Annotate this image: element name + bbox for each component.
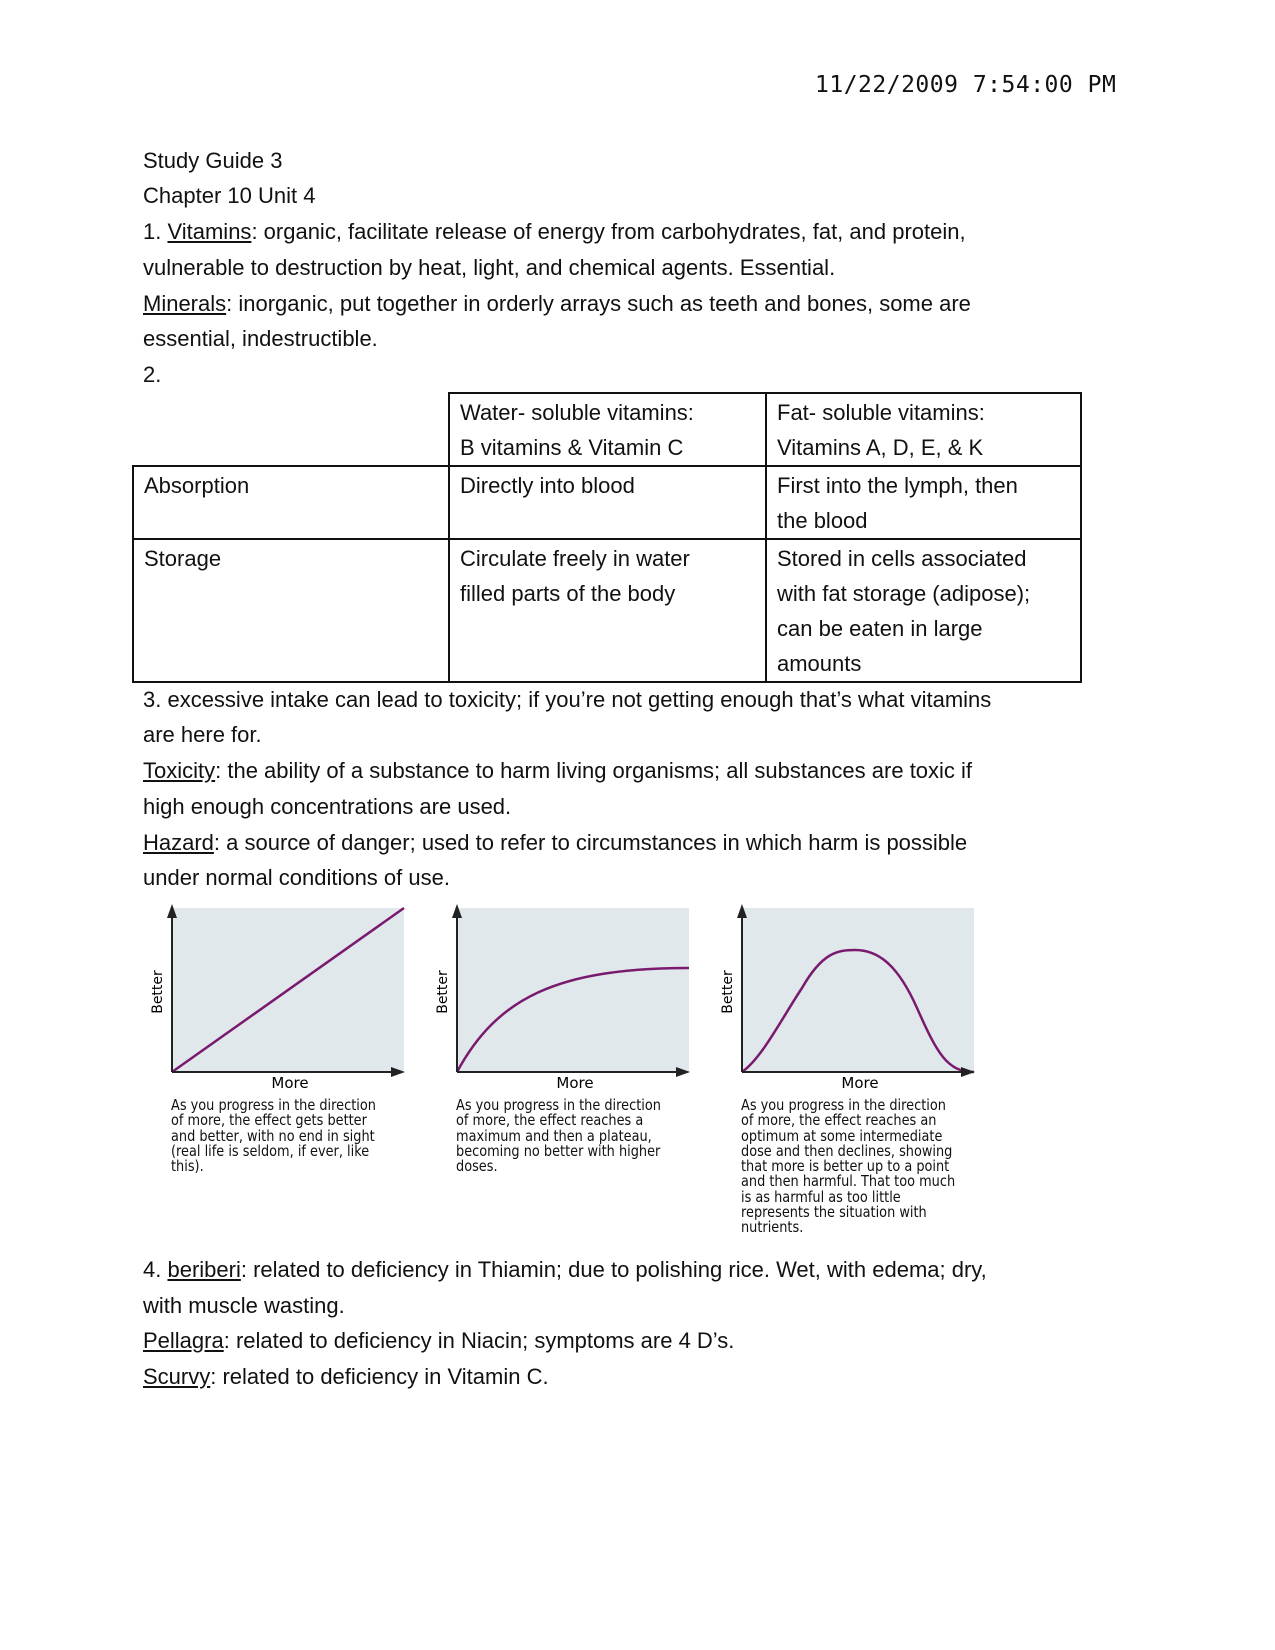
- term-vitamins: Vitamins: [167, 219, 252, 244]
- y-axis-label: Better: [150, 970, 166, 1014]
- graph-background: [457, 908, 689, 1072]
- y-axis-label: Better: [720, 970, 736, 1014]
- graph-3: [715, 900, 1005, 1094]
- row-label: Absorption: [133, 466, 449, 539]
- caption-line: this).: [171, 1157, 204, 1176]
- cell-fat: First into the lymph, then the blood: [766, 466, 1081, 539]
- caption-line: As you progress in the direction: [171, 1096, 376, 1114]
- graph-1: [145, 900, 435, 1094]
- q1-text: : inorganic, put together in orderly arrays such as teeth and bones, some are: [226, 291, 971, 316]
- vitamins-table: [132, 392, 1082, 683]
- q1-num: 1.: [143, 219, 168, 244]
- table-row: [133, 539, 1081, 682]
- q1-line4: essential, indestructible.: [143, 326, 378, 351]
- term-hazard: Hazard: [143, 830, 214, 855]
- q4-line4: Scurvy: related to deficiency in Vitamin C.: [143, 1364, 549, 1389]
- term-pellagra: Pellagra: [143, 1328, 224, 1353]
- header-fat: Fat- soluble vitamins: Vitamins A, D, E, & K: [766, 393, 1081, 466]
- caption-line: optimum at some intermediate: [741, 1126, 943, 1145]
- caption-line: of more, the effect reaches an: [741, 1111, 937, 1130]
- header-water: Water- soluble vitamins: B vitamins & Vitamin C: [449, 393, 766, 466]
- caption-line: and then harmful. That too much: [741, 1172, 956, 1191]
- q3-line2: are here for.: [143, 722, 262, 747]
- caption-line: and better, with no end in sight: [171, 1126, 375, 1145]
- caption-line: nutrients.: [741, 1218, 804, 1237]
- q1-line3: [143, 291, 971, 317]
- caption-line: (real life is seldom, if ever, like: [171, 1141, 370, 1160]
- q1-text: : organic, facilitate release of energy from carbohydrates, fat, and protein,: [251, 219, 966, 244]
- table-row: [133, 466, 1081, 539]
- graph-2: [430, 900, 720, 1094]
- row-label: Storage: [133, 539, 449, 682]
- q3-line5: Hazard: a source of danger; used to refer to circumstances in which harm is possible: [143, 830, 968, 855]
- doc-title: Study Guide 3: [143, 148, 283, 173]
- caption-line: maximum and then a plateau,: [456, 1126, 652, 1145]
- cell-water: Directly into blood: [449, 466, 766, 539]
- term-minerals: Minerals: [143, 291, 227, 316]
- caption-line: becoming no better with higher: [456, 1141, 661, 1160]
- caption-line: that more is better up to a point: [741, 1157, 950, 1176]
- q3-line1: 3. excessive intake can lead to toxicity; if you’re not getting enough that’s what vitamins: [143, 687, 992, 712]
- doc-subtitle: Chapter 10 Unit 4: [143, 183, 316, 208]
- caption-line: of more, the effect reaches a: [456, 1111, 644, 1130]
- q4-line3: Pellagra: related to deficiency in Niacin; symptoms are 4 D’s.: [143, 1328, 735, 1353]
- q3-line4: high enough concentrations are used.: [143, 794, 512, 819]
- cell-water: Circulate freely in water filled parts of the body: [449, 539, 766, 682]
- caption-line: As you progress in the direction: [741, 1096, 946, 1114]
- graph-caption: [171, 1098, 376, 1174]
- q2-num: 2.: [143, 362, 162, 387]
- caption-line: dose and then declines, showing: [741, 1141, 953, 1160]
- y-axis-label: Better: [435, 970, 451, 1014]
- timestamp: 11/22/2009 7:54:00 PM: [815, 72, 1117, 98]
- caption-line: of more, the effect gets better: [171, 1111, 367, 1130]
- term-beriberi: beriberi: [167, 1257, 241, 1282]
- q4-line2: with muscle wasting.: [143, 1293, 345, 1318]
- q1-line1: [143, 219, 966, 245]
- term-toxicity: Toxicity: [143, 758, 216, 783]
- q4-line1: 4. beriberi: related to deficiency in Thiamin; due to polishing rice. Wet, with edema; dry,: [143, 1257, 987, 1282]
- graph-background: [742, 908, 974, 1072]
- caption-line: As you progress in the direction: [456, 1096, 661, 1114]
- table-header-row: [133, 393, 1081, 466]
- q1-line2: vulnerable to destruction by heat, light, and chemical agents. Essential.: [143, 255, 836, 280]
- x-axis-label: More: [556, 1074, 594, 1092]
- graph-caption: [456, 1098, 661, 1174]
- caption-line: doses.: [456, 1157, 498, 1176]
- x-axis-label: More: [271, 1074, 309, 1092]
- q3-line3: Toxicity: the ability of a substance to harm living organisms; all substances are toxic if: [143, 758, 973, 783]
- cell-fat: Stored in cells associated with fat storage (adipose); can be eaten in large amounts: [766, 539, 1081, 682]
- graph-caption: [741, 1098, 955, 1236]
- caption-line: is as harmful as too little: [741, 1187, 901, 1206]
- term-scurvy: Scurvy: [143, 1364, 211, 1389]
- x-axis-label: More: [841, 1074, 879, 1092]
- q3-line6: under normal conditions of use.: [143, 865, 450, 890]
- caption-line: represents the situation with: [741, 1203, 927, 1222]
